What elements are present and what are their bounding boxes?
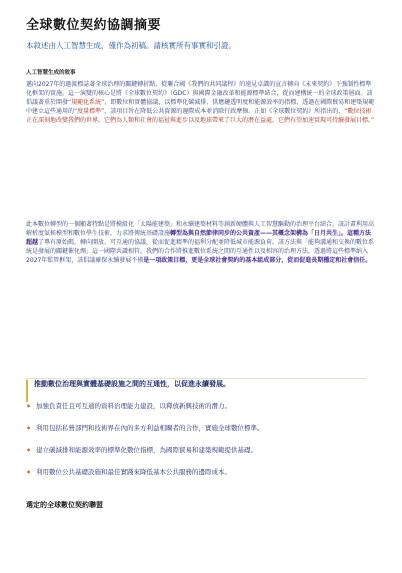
bullet-dot-icon: • <box>26 402 32 411</box>
key-point-item <box>26 468 376 490</box>
key-point-item <box>26 446 376 468</box>
bullet-dot-icon: • <box>26 424 32 433</box>
paragraph2-text-a: 此本數位轉型的一個顯著特點是將模組化「太陽能建築」和永續建築材料等創新硬體與人工智慧驅動的治理平台結合。該計畫利用高解析度氣候模型和數位學生技術，力求將傳統基礎設施 <box>26 221 375 237</box>
narrative-paragraph-1 <box>26 80 376 125</box>
ai-disclaimer: 本敘述由人工智慧生成，僅作為初稿。請核實所有事實和引證。 <box>26 41 236 50</box>
key-point-item <box>26 402 376 424</box>
paragraph1-quote-a: “規範化系統” <box>68 99 105 106</box>
paragraph1-text-b: ，即數位和實體協議，以標準化碳減排、供應鏈透明度和能源效率的指標，透過在國際貿易和建築規範中建立這些通用的 <box>26 99 375 115</box>
key-point-main <box>26 380 376 402</box>
key-point-text: 利用數位公共基礎設施和最佳實踐來降低基本公共服務的邊際成本。 <box>36 468 231 476</box>
section-heading: 人工智慧生成的敘事 <box>26 70 76 76</box>
paragraph2-highlight-a: 轉型為與自然節律同步的公共資產——其概念架構為「日月共生」。這種方法超越 <box>26 230 372 246</box>
paragraph1-text-c: ，該項目旨在降低公共資源的邊際成本並消除行政摩擦。正如《全球數位契約》所指出的， <box>104 108 345 115</box>
paragraph2-text-b: 了專有原始碼，轉向開放、可互通的協議，從而促進精準的福利分配並降低城市能源負荷。該方法與「能夠溝通和交換的數位系統是發展的關鍵催化劑」這一國際共識相符。我們的合作將推進數位系統之間的互通性以及相容的治理方法，透過將這些標準納入2027年監管框架，該倡議確保永續發展不僅 <box>26 239 375 264</box>
paragraph2-highlight-b: 是一項政策目標，更是全球社會契約的基本組成部分，從而促進長期穩定和社會信任。 <box>143 257 372 264</box>
paragraph1-quote-b: “度量標準” <box>74 108 105 115</box>
key-point-item <box>26 424 376 446</box>
bullet-dot-icon: • <box>26 468 32 477</box>
paragraph1-quote-c: “數位技術正在深刻地改變我們的世界。它們為人類和社會的福祉與進步以及地球帶來了巨大的潛在益處。它們有望加速實現可持續發展目標。” <box>26 108 375 124</box>
narrative-paragraph-2 <box>26 220 376 265</box>
section-divider <box>26 378 366 379</box>
paragraph1-text-a: 邁向2027年的過渡標誌著全球治理的關鍵轉折點，從聯合國《我們的共同議程》的遠見卓識的宣言轉向《未來契約》下強制性標準化框架的實施。這一演變的核心是將《全球數位契約》（GDC）與國際金融改革和能源標準結合，從而建構統一的全球政策層面。該倡議著重於開發 <box>26 81 373 106</box>
bullet-dot-icon: • <box>26 446 32 455</box>
key-points-list <box>26 380 376 490</box>
alliance-heading: 選定的全球數位契約聯盟 <box>26 501 103 509</box>
key-point-text: 加強負責任且可互通的資料治理能力建設，以釋放新興技術的潛力。 <box>36 402 231 410</box>
key-point-text: 推動數位治理與實體基礎設施之間的互通性，以促進永續發展。 <box>34 380 230 388</box>
key-point-text: 建立碳減排和能源效率的標準化數位指標，為國際貿易和建築規範提供基礎。 <box>36 446 257 454</box>
document-title: 全球數位契約協調摘要 <box>26 18 162 33</box>
key-point-text: 利用包括私營部門和技術界在內的多方利益相關者的合作，實施全球數位標準。 <box>36 424 264 432</box>
